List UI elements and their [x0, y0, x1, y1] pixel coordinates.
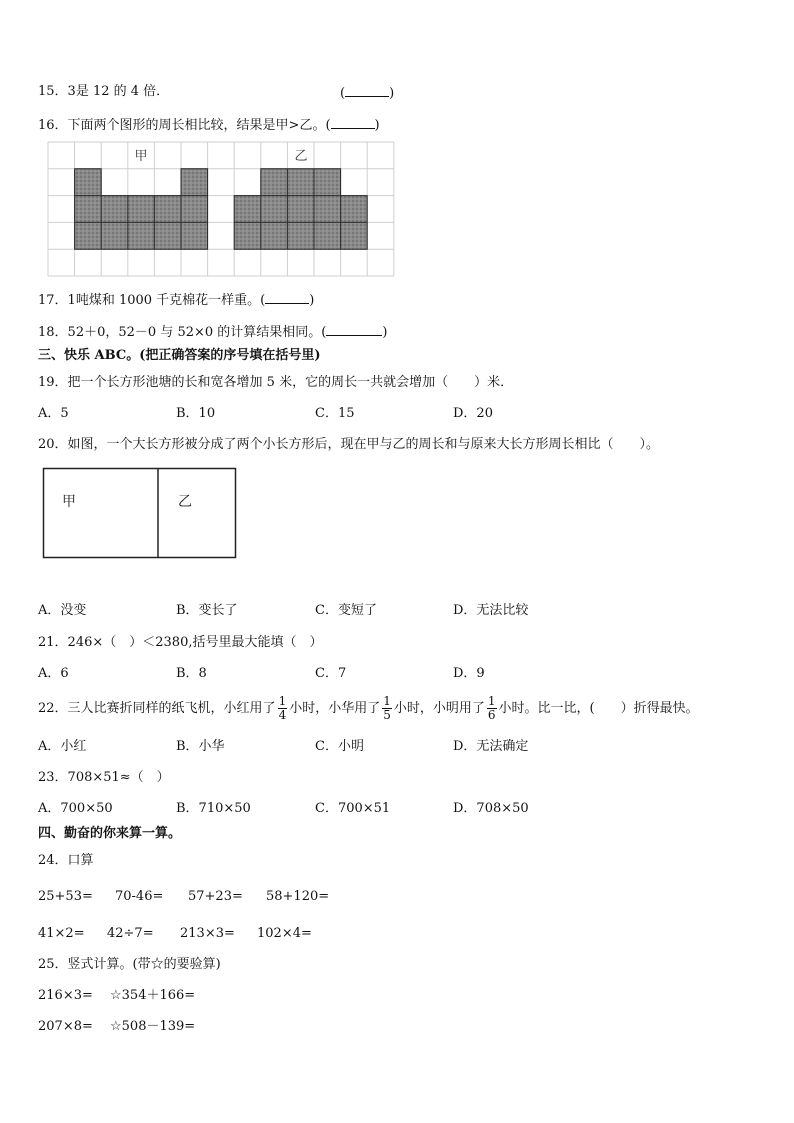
q17-number: 17． — [38, 293, 68, 308]
q20-label-yi: 乙 — [178, 494, 192, 510]
q25 — [38, 957, 221, 973]
q24-item: 41×2= — [38, 926, 85, 941]
q20-option-a[interactable]: A．没变 — [38, 603, 87, 618]
fraction-1-4: $\frac{1}{4}$ — [278, 694, 287, 722]
q18-text: 52＋0，52－0 与 52×0 的计算结果相同。( — [67, 325, 327, 340]
q19-option-c[interactable]: C．15 — [315, 406, 355, 421]
q16-number: 16． — [38, 118, 68, 133]
q20-text: 如图，一个大长方形被分成了两个小长方形后，现在甲与乙的周长和与原来大长方形周长相比（ ）。 — [67, 437, 660, 452]
q20-number: 20． — [38, 437, 68, 452]
q16-label-yi: 乙 — [294, 149, 308, 164]
q22-option-a[interactable]: A．小红 — [38, 739, 87, 754]
q21-option-c[interactable]: C．7 — [315, 666, 347, 681]
q20-label-jia: 甲 — [62, 494, 76, 510]
q21-option-a[interactable]: A．6 — [38, 666, 69, 681]
shape-jia — [75, 169, 208, 249]
q16-answer-blank[interactable] — [331, 116, 375, 129]
q15-answer-paren: ( ) — [340, 86, 395, 101]
q23-option-a[interactable]: A．700×50 — [38, 801, 113, 816]
fraction-1-6: $\frac{1}{6}$ — [487, 694, 496, 722]
q24-item: 57+23= — [188, 889, 243, 904]
q22-option-d[interactable]: D．无法确定 — [453, 739, 529, 754]
q18: 18．52＋0，52－0 与 52×0 的计算结果相同。( ) — [38, 325, 388, 340]
q24-item: 25+53= — [38, 889, 93, 904]
q15-number: 15． — [38, 84, 68, 99]
q19-option-a[interactable]: A．5 — [38, 406, 69, 421]
q19 — [38, 375, 513, 391]
q17-answer-blank[interactable] — [265, 291, 309, 304]
q20-option-c[interactable]: C．变短了 — [315, 603, 377, 618]
q23-text: 708×51≈（ ） — [67, 770, 170, 785]
q22-option-b[interactable]: B．小华 — [176, 739, 225, 754]
q20-option-b[interactable]: B．变长了 — [176, 603, 238, 618]
q25-item: ☆354＋166= — [110, 988, 196, 1003]
q15-answer-blank[interactable] — [345, 84, 389, 97]
q16-label-jia: 甲 — [134, 149, 148, 164]
q21-option-d[interactable]: D．9 — [453, 666, 485, 681]
q25-item: 216×3= — [38, 988, 93, 1003]
q24-item: 102×4= — [257, 926, 312, 941]
q20-rectangle-figure — [42, 467, 238, 561]
q21-number: 21． — [38, 635, 68, 650]
q25-number: 25． — [38, 957, 68, 972]
q24-item: 42÷7= — [107, 926, 154, 941]
q19-number: 19． — [38, 375, 68, 390]
q20 — [38, 437, 659, 453]
q15-text: 3是 12 的 4 倍． — [67, 84, 170, 99]
fraction-1-5: $\frac{1}{5}$ — [383, 694, 391, 722]
q21-text: 246×（ ）＜2380,括号里最大能填（ ） — [67, 635, 323, 650]
q23-option-b[interactable]: B．710×50 — [176, 801, 251, 816]
q15 — [38, 84, 169, 100]
q24-title: 口算 — [67, 853, 94, 868]
q22: 22．三人比赛折同样的纸飞机，小红用了 $\frac{1}{4}$ 小时，小华用了 $\frac{1}{5}$ 小时，小明用了 $\frac{1}{6}$ 小时。比一比，( ）折得最快。 — [38, 694, 699, 722]
q23-option-d[interactable]: D．708×50 — [453, 801, 529, 816]
q18-number: 18． — [38, 325, 68, 340]
q24 — [38, 853, 94, 869]
q23-option-c[interactable]: C．700×51 — [315, 801, 391, 816]
q16: 16．下面两个图形的周长相比较，结果是甲>乙。( ) — [38, 118, 380, 133]
q22-number: 22． — [38, 701, 68, 716]
q16-grid-figure — [44, 140, 400, 278]
q21-option-b[interactable]: B．8 — [176, 666, 207, 681]
q22-option-c[interactable]: C．小明 — [315, 739, 364, 754]
q19-option-b[interactable]: B．10 — [176, 406, 216, 421]
q25-item: ☆508－139= — [110, 1019, 196, 1034]
shape-yi — [234, 169, 367, 249]
q16-text: 下面两个图形的周长相比较，结果是甲>乙。( — [67, 118, 331, 133]
q24-item: 70-46= — [115, 889, 164, 904]
q24-item: 58+120= — [266, 889, 330, 904]
q25-title: 竖式计算。(带☆的要验算) — [67, 957, 221, 972]
q17-text: 1吨煤和 1000 千克棉花一样重。( — [67, 293, 266, 308]
q17: 17．1吨煤和 1000 千克棉花一样重。( ) — [38, 293, 315, 308]
q21 — [38, 635, 322, 651]
q19-option-d[interactable]: D．20 — [453, 406, 493, 421]
q23-number: 23． — [38, 770, 68, 785]
q24-item: 213×3= — [180, 926, 235, 941]
q18-answer-blank[interactable] — [326, 323, 382, 336]
q19-text: 把一个长方形池塘的长和宽各增加 5 米，它的周长一共就会增加（ ）米． — [67, 375, 514, 390]
q25-item: 207×8= — [38, 1019, 93, 1034]
q20-option-d[interactable]: D．无法比较 — [453, 603, 529, 618]
big-rectangle — [44, 469, 236, 558]
q24-number: 24． — [38, 853, 68, 868]
section-4-title: 四、勤奋的你来算一算。 — [38, 826, 182, 841]
q23 — [38, 770, 170, 786]
section-3-title: 三、快乐 ABC。(把正确答案的序号填在括号里) — [38, 348, 321, 363]
